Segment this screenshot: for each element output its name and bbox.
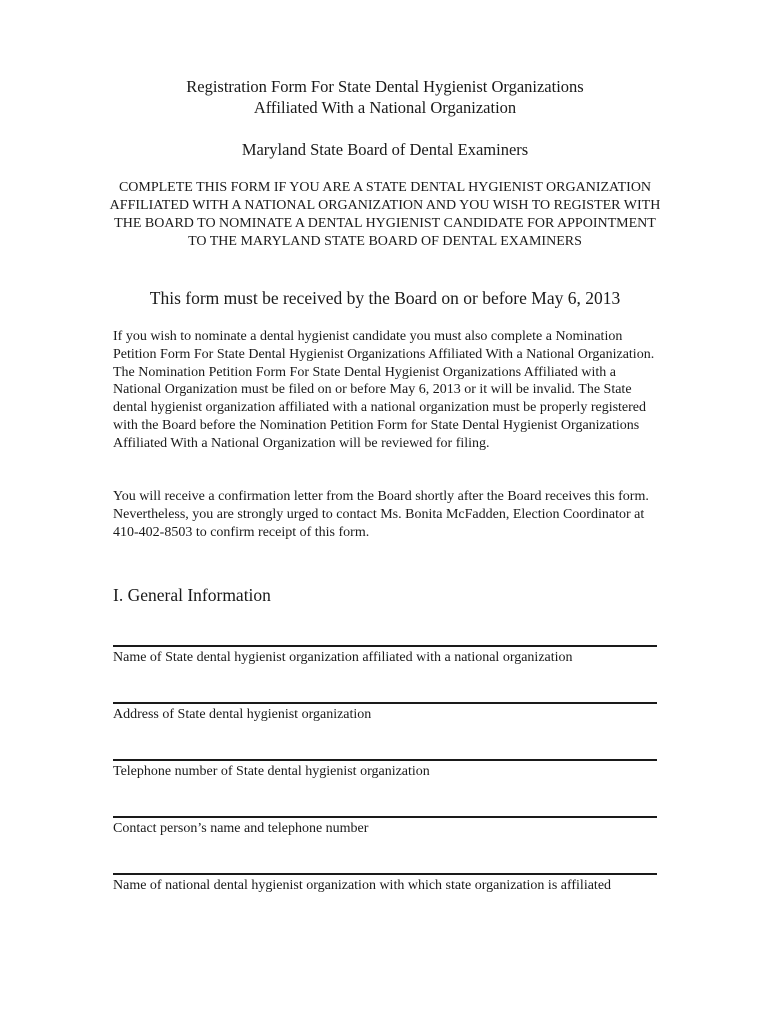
contact-person-line[interactable] — [113, 816, 657, 818]
org-name-field[interactable] — [113, 645, 657, 667]
board-name: Maryland State Board of Dental Examiners — [241, 140, 529, 159]
national-org-label: Name of national dental hygienist organization with which state organization is affiliated — [113, 878, 612, 893]
national-org-line[interactable] — [113, 873, 657, 875]
org-address-label: Address of State dental hygienist organization — [113, 707, 372, 722]
national-org-field[interactable] — [113, 873, 657, 895]
org-name-line[interactable] — [113, 645, 657, 647]
contact-person-field[interactable] — [113, 816, 657, 838]
org-address-line[interactable] — [113, 702, 657, 704]
org-name-label: Name of State dental hygienist organization affiliated with a national organization — [113, 650, 573, 665]
form-title-line-2: Affiliated With a National Organization — [253, 98, 517, 117]
deadline-notice: This form must be received by the Board on or before May 6, 2013 — [149, 288, 621, 308]
instruction-text: COMPLETE THIS FORM IF YOU ARE A STATE DENTAL HYGIENIST ORGANIZATION AFFILIATED WITH A NATIONAL ORGANIZATION AND YOU WISH TO REGISTER WITH THE BOARD TO NOMINATE A DENTAL HYGIENIST CANDIDATE FOR APPOINTMENT TO THE MARYLAND STATE BOARD OF DENTAL EXAMINERS — [109, 180, 661, 249]
nomination-paragraph: If you wish to nominate a dental hygienist candidate you must also complete a Nomination Petition Form For State Dental Hygienist Organizations Affiliated With a National Organization. The Nomination Petition Form For State Dental Hygienist Organizations Affiliated with a National Organization must be filed on or before May 6, 2013 or it will be invalid. The State dental hygienist organization affiliated with a national organization must be properly registered with the Board before the Nomination Petition Form for State Dental Hygienist Organizations Affiliated With a National Organization will be reviewed for filing. — [113, 329, 655, 451]
org-telephone-label: Telephone number of State dental hygienist organization — [113, 764, 430, 779]
org-telephone-field[interactable] — [113, 759, 657, 781]
confirmation-paragraph: You will receive a confirmation letter from the Board shortly after the Board receives this form. Nevertheless, you are strongly urged to contact Ms. Bonita McFadden, Election Coordinator at 410-402-8503 to confirm receipt of this form. — [113, 489, 649, 540]
section-heading-general-information: I. General Information — [113, 585, 271, 605]
org-telephone-line[interactable] — [113, 759, 657, 761]
form-title-line-1: Registration Form For State Dental Hygienist Organizations — [186, 77, 584, 96]
form-title — [0, 76, 770, 118]
contact-person-label: Contact person’s name and telephone number — [113, 821, 369, 836]
org-address-field[interactable] — [113, 702, 657, 724]
